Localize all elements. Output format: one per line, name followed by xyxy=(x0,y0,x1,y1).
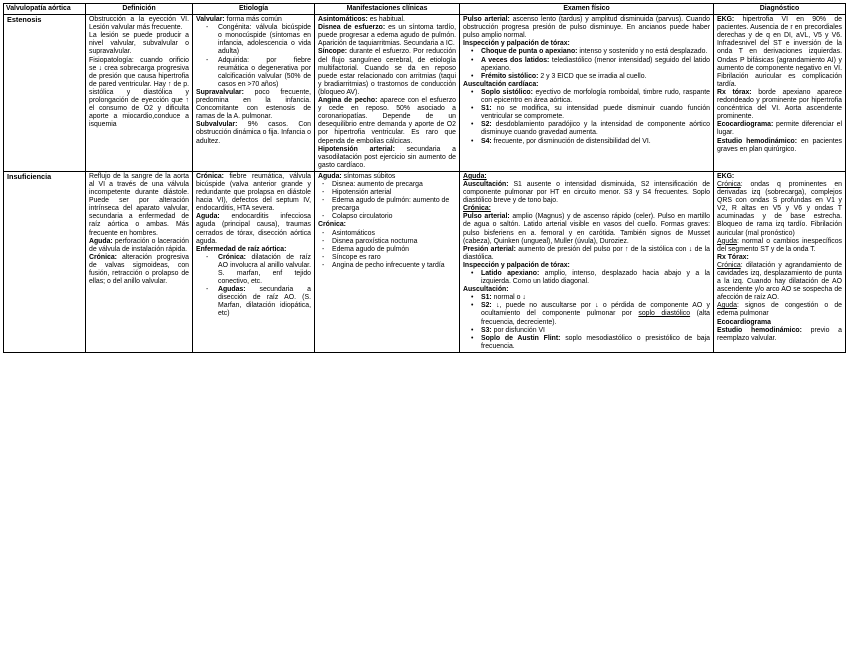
estenosis-examen-fisico xyxy=(460,15,714,172)
insuficiencia-def-cronica: Crónica: alteración progresiva de valvas sigmoideas, con fusión, retracción o prolapso de ellas; o del anillo valvular. xyxy=(89,253,189,286)
insuficiencia-ex-aguda-ausc: Auscultación: S1 ausente o intensidad disminuida, S2 intensificación de componente pulmonar por HT en circuito menor. S3 y S4 frecuentes. Soplo diastólico breve y de tono bajo. xyxy=(463,180,710,205)
insuficiencia-dx-rx-aguda: Aguda: signos de congestión o de edema pulmonar xyxy=(717,302,842,318)
estenosis-et-valvular-list xyxy=(196,24,311,89)
insuficiencia-dx-eco: Ecocardiograma xyxy=(717,318,771,326)
estenosis-et-subvalvular: Subvalvular: 9% casos. Con obstrucción dinámica o fija. Infancia o adultez. xyxy=(196,121,311,145)
estenosis-def-p2: La lesión se puede producir a nivel valvular, subvalvular o supravalvular. xyxy=(89,32,189,56)
list-item: - Disnea: aumento de precarga xyxy=(318,181,456,189)
estenosis-ex-insp-title: Inspección y palpación de tórax: xyxy=(463,40,570,48)
insuficiencia-et-cronica: Crónica: fiebre reumática, válvula bicúspide (valva anterior grande y redundante que prolapsa en diástole hacia VI), defectos del septum IV, endocarditis, HTA severa. xyxy=(196,172,311,213)
list-item: • S4: frecuente, por disminución de distensibilidad del VI. xyxy=(463,138,710,146)
estenosis-dx-ekg: EKG: hipertrofia VI en 90% de pacientes. Ausencia de r en precordiales derechas y de q en DI, aVL, V5 y V6. Infradesnivel del ST e inversión de la onda T en derivaciones izquierdas. Ondas P bifásicas (agrandamiento AI) y aumento de componente negativo en VI. Fibrilación auricular es complicación tardía. xyxy=(717,16,842,88)
insuficiencia-dx-ekg-aguda: Aguda: normal o cambios inespecíficos del segmento ST y de la onda T. xyxy=(717,237,842,253)
insuficiencia-examen-fisico xyxy=(460,171,714,352)
row-insuficiencia xyxy=(4,171,846,352)
list-item: - Disnea paroxística nocturna xyxy=(318,238,456,246)
insuficiencia-man-aguda-list xyxy=(318,181,456,221)
list-item: • S1: no se modifica, su intensidad puede disminuir cuando función ventricular se compromete. xyxy=(463,105,710,121)
header-examen-fisico: Examen físico xyxy=(460,4,714,15)
row-label-insuficiencia: Insuficiencia xyxy=(4,171,86,352)
list-item: • Frémito sistólico: 2 y 3 EICD que se irradia al cuello. xyxy=(463,73,710,81)
insuficiencia-et-enf: Enfermedad de raíz aórtica: xyxy=(196,245,287,253)
estenosis-diagnostico xyxy=(714,15,846,172)
list-item: - Congénita: válvula bicúspide o monocúspide (síntomas en infancia, adolescencia o vida adulta) xyxy=(196,24,311,56)
header-valvulopatia: Valvulopatía aórtica xyxy=(4,4,86,15)
list-item: • Choque de punta o apexiano: intenso y sostenido y no está desplazado. xyxy=(463,48,710,56)
list-item: • A veces dos latidos: telediastólico (menor intensidad) seguido del latido apexiano. xyxy=(463,57,710,73)
insuficiencia-dx-hemo: Estudio hemodinámico: previo a reemplazo valvular. xyxy=(717,326,842,342)
insuficiencia-man-cronica-list xyxy=(318,230,456,270)
estenosis-man-hipotension: Hipotensión arterial: secundaria a vasodilatación post ejercicio sin aumento de gasto cardíaco. xyxy=(318,145,456,169)
estenosis-ex-insp-list xyxy=(463,48,710,80)
insuficiencia-ex-cr-ausc-title: Auscultación: xyxy=(463,286,509,294)
insuficiencia-etiologia xyxy=(193,171,315,352)
insuficiencia-dx-ekg-cronica: Crónica: ondas q prominentes en derivadas izq (sobrecarga), complejos QRS con ondas S profundas en V1 y V2, R altas en V5 y V6 y ondas T acuminadas y de base estrecha. Bloqueo de rama izq tardío. Fibrilación auricular (mal pronóstico) xyxy=(717,180,842,237)
estenosis-et-valvular: Valvular: forma más común xyxy=(196,16,282,24)
insuficiencia-definicion xyxy=(86,171,193,352)
insuficiencia-et-enf-list xyxy=(196,254,311,319)
list-item: - Edema agudo de pulmón: aumento de precarga xyxy=(318,197,456,213)
insuficiencia-def-p1: Reflujo de la sangre de la aorta al VI a través de una válvula incompetente durante diástole. Puede ser por alteración intrínseca del aparato valvular, secundaria a enfermedad de raíz aórtica o ambas. Más frecuente en hombres. xyxy=(89,172,189,237)
insuficiencia-diagnostico xyxy=(714,171,846,352)
row-label-estenosis: Estenosis xyxy=(4,15,86,172)
list-item: • Soplo sistólico: eyectivo de morfología romboidal, timbre rudo, raspante con epicentro en área aórtica. xyxy=(463,89,710,105)
insuficiencia-ex-cr-pulso: Pulso arterial: amplio (Magnus) y de ascenso rápido (celer). Pulso en martillo de agua o saltón. Latido arterial visible en vasos del cuello. Formas graves: pulso bisferiens en a. femoral y en carótida. También signos de Musset (cabeza), Quinken (ungueal), Muller (úvula), Duroziez. xyxy=(463,213,710,245)
list-item: • S2: desdoblamiento paradójico y la intensidad de componente aórtico disminuye cuando gravedad aumenta. xyxy=(463,121,710,137)
estenosis-man-angina: Angina de pecho: aparece con el esfuerzo y cede en reposo. 50% asociado a coronariopatías. Depende de un desequilibrio entre demanda y aporte de O2 por hipertrofia ventricular. Es raro que dependa de embolias cálcicas. xyxy=(318,97,456,145)
estenosis-etiologia xyxy=(193,15,315,172)
estenosis-def-p1: Obstrucción a la eyección VI. Lesión valvular más frecuente. xyxy=(89,16,189,32)
list-item: - Colapso circulatorio xyxy=(318,213,456,221)
insuficiencia-ex-cr-insp-title: Inspección y palpación de tórax: xyxy=(463,261,570,269)
insuficiencia-dx-rx-title: Rx Tórax: xyxy=(717,253,749,261)
insuficiencia-def-aguda: Aguda: perforación o laceración de válvula de instalación rápida. xyxy=(89,237,189,253)
estenosis-man-disnea: Disnea de esfuerzo: es un síntoma tardío, puede progresar a edema agudo de pulmón. Aparición de taquiarritmias. Secundaria a IC. xyxy=(318,24,456,48)
estenosis-def-p3: Fisiopatología: cuando orificio se ↓ crea sobrecarga progresiva de presión que causa hipertrofia de pared ventricular. Hay ↑ de p. sistólica y diastólica y prolongación de eyección que ↑ el consumo de O2 y dificulta aporte a miocardio,conduce a isquemia xyxy=(89,56,189,129)
list-item: • Soplo de Austin Flint: soplo mesodiastólico o presistólico de baja frecuencia. xyxy=(463,335,710,351)
estenosis-dx-eco: Ecocardiograma: permite diferenciar el lugar. xyxy=(717,121,842,137)
estenosis-ex-ausc-title: Auscultación cardíaca: xyxy=(463,80,539,88)
valvulopatia-table xyxy=(3,3,846,353)
estenosis-man-sincope: Síncope: durante el esfuerzo. Por reducción del flujo sanguíneo cerebral, de etiología multifactorial. Cuando se da en reposo puede estar relacionado con arritmias (taqui y bradiarritmias) o trastornos de conducción (bloqueo AV). xyxy=(318,48,456,96)
insuficiencia-ex-cr-presion: Presión arterial: aumento de presión del pulso por ↑ de la sistólica con ↓ de la diastólica. xyxy=(463,245,711,261)
estenosis-ex-ausc-list xyxy=(463,89,710,146)
insuficiencia-ex-cr-ausc-list xyxy=(463,294,710,351)
header-row xyxy=(4,4,846,15)
list-item: - Agudas: secundaria a disección de raíz AO. (S. Marfan, dilatación idiopática, etc) xyxy=(196,286,311,318)
estenosis-dx-hemo: Estudio hemodinámico: en pacientes graves en plan quirúrgico. xyxy=(717,137,842,153)
insuficiencia-manifestaciones xyxy=(315,171,460,352)
list-item: • S3: por disfunción VI xyxy=(463,327,710,335)
insuficiencia-man-cronica: Crónica: xyxy=(318,221,346,229)
estenosis-man-asint: Asintomáticos: es habitual. xyxy=(318,16,405,24)
header-etiologia: Etiología xyxy=(193,4,315,15)
list-item: - Edema agudo de pulmón xyxy=(318,246,456,254)
estenosis-dx-rx: Rx tórax: borde apexiano aparece redondeado y prominente por hipertrofia concéntrica del VI. Aorta ascendente prominente. xyxy=(717,88,842,121)
estenosis-et-supravalvular: Supravalvular: poco frecuente, predomina en la infancia. Concomitante con estenosis de ramas de la A. pulmonar. xyxy=(196,88,311,121)
estenosis-manifestaciones xyxy=(315,15,460,172)
insuficiencia-man-aguda: Aguda: síntomas súbitos xyxy=(318,172,396,180)
insuficiencia-dx-ekg-title: EKG: xyxy=(717,172,735,180)
list-item: • Latido apexiano: amplio, intenso, desplazado hacia abajo y a la izquierda. Como un latido diagonal. xyxy=(463,270,710,286)
header-manifestaciones: Manifestaciones clínicas xyxy=(315,4,460,15)
insuficiencia-ex-cronica-title: Crónica: xyxy=(463,205,491,213)
insuficiencia-ex-cr-insp-list xyxy=(463,270,710,286)
insuficiencia-dx-rx-cronica: Crónica: dilatación y agrandamiento de cavidades izq, desplazamiento de punta a la izq. Cuando hay dilatación de AO ascendente y/o arco AO se sospecha de afección de raíz AO. xyxy=(717,261,842,302)
list-item: • S1: normal o ↓ xyxy=(463,294,710,302)
list-item: - Asintomáticos xyxy=(318,230,456,238)
estenosis-definicion xyxy=(86,15,193,172)
estenosis-ex-pulso: Pulso arterial: ascenso lento (tardus) y amplitud disminuida (parvus). Cuando obstrucción progresa presión de pulso disminuye. En ancianos puede haber pulso amplio normal. xyxy=(463,16,710,40)
list-item: - Síncope es raro xyxy=(318,254,456,262)
insuficiencia-et-aguda: Aguda: endocarditis infecciosa aguda (principal causa), traumas cerrados de tórax, disección aórtica aguda. xyxy=(196,213,311,245)
list-item: - Hipotensión arterial xyxy=(318,189,456,197)
list-item: - Adquirida: por fiebre reumática o degenerativa por calcificación valvular (50% de casos en >70 años) xyxy=(196,57,311,89)
list-item: - Crónica: dilatación de raíz AO involucra al anillo valvular. S. marfan, enf tejido conectivo, etc. xyxy=(196,254,311,286)
row-estenosis xyxy=(4,15,846,172)
insuficiencia-ex-aguda-title: Aguda: xyxy=(463,172,487,180)
header-definicion: Definición xyxy=(86,4,193,15)
header-diagnostico: Diagnóstico xyxy=(714,4,846,15)
list-item: • S2: ↓, puede no auscultarse por ↓ o pérdida de componente AO y ocultamiento del componente pulmonar por soplo diastólico (alta frecuencia, decreciente). xyxy=(463,302,710,326)
list-item: - Angina de pecho infrecuente y tardía xyxy=(318,262,456,270)
